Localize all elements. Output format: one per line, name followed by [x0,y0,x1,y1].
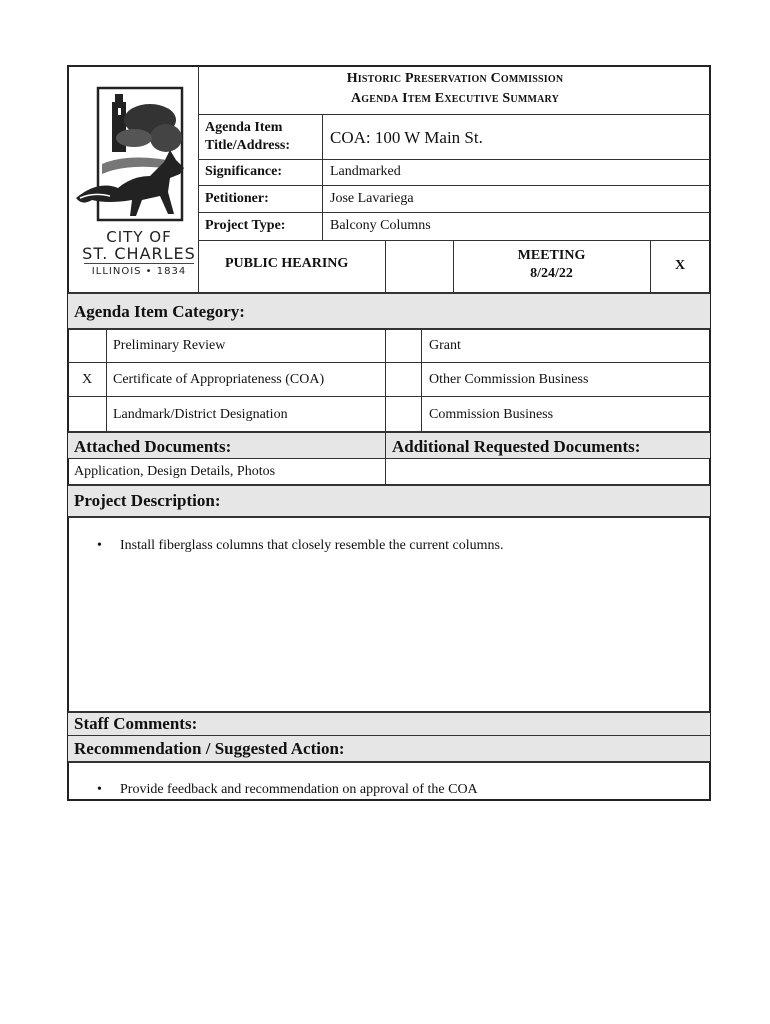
category-label-landmark: Landmark/District Designation [113,407,288,422]
category-label-grant: Grant [429,338,461,353]
project-description-heading: Project Description: [74,491,221,510]
header-title-line2: Agenda Item Executive Summary [350,91,560,106]
recommendation-heading: Recommendation / Suggested Action: [74,739,345,758]
rule [68,711,710,713]
field-divider [322,114,323,240]
additional-documents-heading: Additional Requested Documents: [392,437,641,456]
meeting-mark: X [674,258,686,273]
recommendation-bullet: Provide feedback and recommendation on approval of the COA [120,782,478,797]
rule [68,396,710,397]
logo-divider-rule [84,263,194,264]
rule [68,362,710,363]
petitioner-value: Jose Lavariega [330,191,414,206]
logo-st-charles: ST. CHARLES [82,244,196,263]
rule [198,114,710,115]
attached-documents-heading: Attached Documents: [74,437,232,456]
category-divider [421,328,422,431]
title-address-label-2: Title/Address: [205,138,291,153]
attached-documents-value: Application, Design Details, Photos [74,464,276,479]
category-label-coa: Certificate of Appropriateness (COA) [113,372,325,387]
rule [68,328,710,330]
title-address-value: COA: 100 W Main St. [330,128,483,147]
header-title-line1: Historic Preservation Commission [346,71,564,86]
bullet-icon: • [97,538,102,553]
title-address-label: Agenda Item [205,120,283,135]
project-type-value: Balcony Columns [330,218,431,233]
rule [68,761,710,763]
rule [198,159,710,160]
category-label-preliminary: Preliminary Review [113,338,226,353]
rule [198,212,710,213]
category-heading: Agenda Item Category: [74,302,245,321]
rule [198,185,710,186]
field-divider [453,240,454,292]
logo-city-of: CITY OF [106,228,172,246]
project-description-bullet: Install fiberglass columns that closely resemble the current columns. [120,538,504,553]
rule [68,458,710,459]
rule [198,240,710,241]
rule [68,431,710,433]
meeting-label: MEETING [517,248,586,263]
category-label-commission-business: Commission Business [429,407,554,422]
significance-value: Landmarked [330,164,401,179]
fox-and-tower-logo-icon [70,80,196,228]
category-divider [106,328,107,431]
petitioner-label: Petitioner: [205,191,269,206]
rule [68,735,710,736]
category-label-other-business: Other Commission Business [429,372,589,387]
field-divider [385,240,386,292]
rule [68,292,710,294]
logo-illinois: ILLINOIS • 1834 [91,266,187,277]
bullet-icon: • [97,782,102,797]
meeting-date: 8/24/22 [530,266,573,281]
category-divider [385,328,386,484]
public-hearing-label: PUBLIC HEARING [225,256,349,271]
rule [68,516,710,518]
rule [68,484,710,486]
category-mark-coa: X [81,372,93,387]
project-type-label: Project Type: [205,218,286,233]
city-logo [70,80,196,280]
staff-comments-heading: Staff Comments: [74,714,198,733]
significance-label: Significance: [205,164,282,179]
